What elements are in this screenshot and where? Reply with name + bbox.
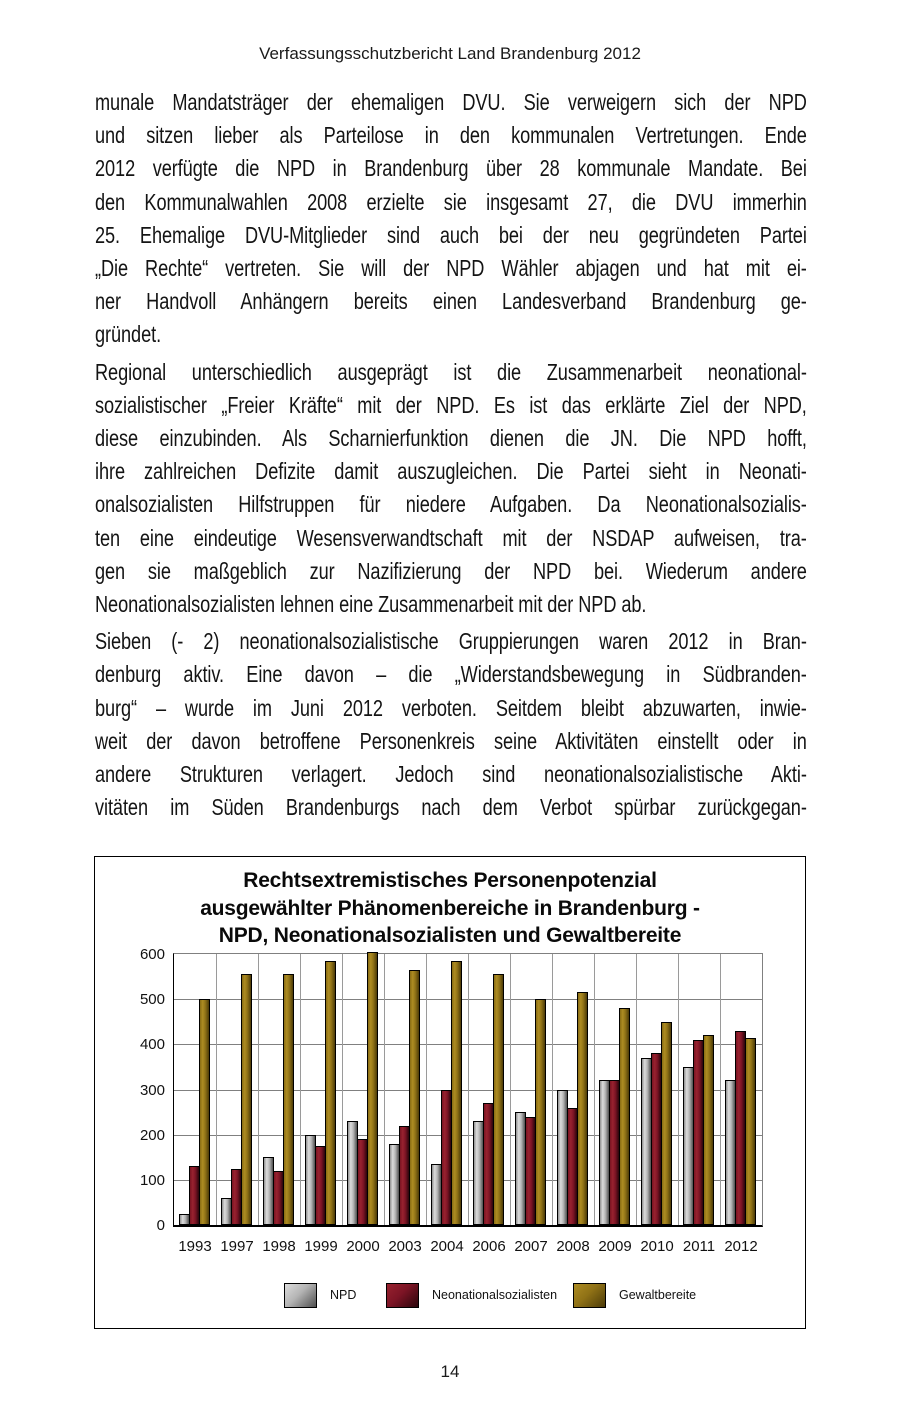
text-line: sozialistischer „Freier Kräfte“ mit der NPD. Es ist das erklärte Ziel der NPD, <box>95 391 807 418</box>
chart-title <box>95 867 805 950</box>
bar-gew <box>409 970 420 1225</box>
x-axis-label: 2009 <box>598 1238 632 1255</box>
paragraph <box>95 86 807 352</box>
text-line: denburg aktiv. Eine davon – die „Widerstandsbewegung in Südbranden- <box>95 661 807 688</box>
text-line: weit der davon betroffene Personenkreis seine Aktivitäten einstellt oder in <box>95 727 807 754</box>
gridline-vertical <box>300 954 301 1225</box>
bar-gew <box>325 961 336 1225</box>
gridline-vertical <box>594 954 595 1225</box>
gridline-vertical <box>216 954 217 1225</box>
text-line: gründet. <box>95 321 162 348</box>
bar-gew <box>199 999 210 1225</box>
text-line: Neonationalsozialisten lehnen eine Zusammenarbeit mit der NPD ab. <box>95 591 647 618</box>
text-line: ner Handvoll Anhängern bereits einen Landesverband Brandenburg ge- <box>95 288 807 315</box>
legend-swatch-neo <box>386 1283 419 1308</box>
x-axis-label: 1999 <box>304 1238 338 1255</box>
x-axis-label: 2004 <box>430 1238 464 1255</box>
y-axis-label: 400 <box>139 1036 165 1054</box>
page-number: 14 <box>440 1362 460 1381</box>
x-axis-label: 2000 <box>346 1238 380 1255</box>
plot-area <box>139 946 763 1255</box>
chart-title-line: Rechtsextremistisches Personenpotenzial <box>243 869 657 892</box>
bar-gew <box>661 1022 672 1225</box>
legend-label: NPD <box>330 1288 357 1302</box>
bar-gew <box>241 974 252 1225</box>
text-line: gen sie maßgeblich zur Nazifizierung der NPD bei. Wiederum andere <box>95 557 807 584</box>
y-axis-label: 300 <box>139 1081 165 1099</box>
gridline-vertical <box>384 954 385 1225</box>
text-line: onalsozialisten Hilfstruppen für niedere Aufgaben. Da Neonationalsozialis- <box>95 491 807 518</box>
paragraph <box>95 356 807 622</box>
text-line: und sitzen lieber als Parteilose in den kommunalen Vertretungen. Ende <box>95 122 807 149</box>
running-header: Verfassungsschutzbericht Land Brandenburg 2012 <box>259 44 641 63</box>
gridline-vertical <box>636 954 637 1225</box>
x-axis-label: 2010 <box>640 1238 674 1255</box>
x-axis-label: 2011 <box>682 1238 716 1255</box>
text-line: Sieben (- 2) neonationalsozialistische Gruppierungen waren 2012 in Bran- <box>95 628 807 655</box>
x-axis-label: 2008 <box>556 1238 590 1255</box>
paragraph <box>95 625 807 824</box>
x-axis-label: 1993 <box>178 1238 212 1255</box>
bar-gew <box>451 961 462 1225</box>
x-axis-label: 1998 <box>262 1238 296 1255</box>
x-axis-label: 2003 <box>388 1238 422 1255</box>
y-axis-label: 100 <box>139 1171 165 1189</box>
text-line: 2012 verfügte die NPD in Brandenburg über 28 kommunale Mandate. Bei <box>95 155 807 182</box>
gridline-vertical <box>342 954 343 1225</box>
x-axis-label: 2007 <box>514 1238 548 1255</box>
gridline-vertical <box>258 954 259 1225</box>
gridline-vertical <box>720 954 721 1225</box>
legend-item <box>284 1282 356 1308</box>
bar-gew <box>619 1008 630 1225</box>
text-line: andere Strukturen verlagert. Jedoch sind neonationalsozialistische Akti- <box>95 761 807 788</box>
gridline-vertical <box>468 954 469 1225</box>
gridline-vertical <box>510 954 511 1225</box>
x-axis-label: 2006 <box>472 1238 506 1255</box>
legend-label: Gewaltbereite <box>619 1288 697 1302</box>
chart-legend <box>95 1282 805 1308</box>
text-line: den Kommunalwahlen 2008 erzielte sie insgesamt 27, die DVU immerhin <box>95 188 807 215</box>
legend-label: Neonationalsozialisten <box>432 1288 558 1302</box>
text-line: munale Mandatsträger der ehemaligen DVU. Sie verweigern sich der NPD <box>95 89 807 115</box>
x-axis-label: 2012 <box>724 1238 758 1255</box>
bar-gew <box>535 999 546 1225</box>
legend-swatch-gew <box>573 1283 606 1308</box>
bar-gew <box>703 1035 714 1225</box>
text-line: burg“ – wurde im Juni 2012 verboten. Seitdem bleibt abzuwarten, inwie- <box>95 694 807 721</box>
gridline-vertical <box>678 954 679 1225</box>
y-axis-label: 600 <box>139 946 165 963</box>
body-paragraphs <box>95 86 807 828</box>
x-axis-label: 1997 <box>220 1238 254 1255</box>
legend-swatch-npd <box>284 1283 317 1308</box>
gridline-vertical <box>552 954 553 1225</box>
chart-frame <box>94 856 806 1329</box>
chart-title-line: NPD, Neonationalsozialisten und Gewaltbereite <box>218 924 682 947</box>
y-axis-label: 200 <box>139 1126 165 1144</box>
y-axis-label: 500 <box>139 991 165 1009</box>
text-line: diese einzubinden. Als Scharnierfunktion dienen die JN. Die NPD hofft, <box>95 425 807 452</box>
chart-title-line: ausgewählter Phänomenbereiche in Brandenburg - <box>200 896 700 920</box>
legend-item <box>573 1282 696 1308</box>
legend-item <box>386 1282 557 1308</box>
text-line: vitäten im Süden Brandenburgs nach dem Verbot spürbar zurückgegan- <box>95 794 807 821</box>
bar-gew <box>745 1038 756 1225</box>
bar-gew <box>367 952 378 1225</box>
gridline-vertical <box>426 954 427 1225</box>
text-line: Regional unterschiedlich ausgeprägt ist die Zusammenarbeit neonational- <box>95 358 807 385</box>
text-line: 25. Ehemalige DVU-Mitglieder sind auch bei der neu gegründeten Partei <box>95 221 807 248</box>
text-line: ihre zahlreichen Defizite damit auszugleichen. Die Partei sieht in Neonati- <box>95 458 807 485</box>
y-axis-label: 0 <box>156 1217 165 1234</box>
bar-gew <box>493 974 504 1225</box>
text-line: „Die Rechte“ vertreten. Sie will der NPD Wähler abjagen und hat mit ei- <box>95 255 807 282</box>
bar-gew <box>577 992 588 1225</box>
bar-gew <box>283 974 294 1225</box>
text-line: ten eine eindeutige Wesensverwandtschaft mit der NSDAP aufweisen, tra- <box>95 524 807 551</box>
